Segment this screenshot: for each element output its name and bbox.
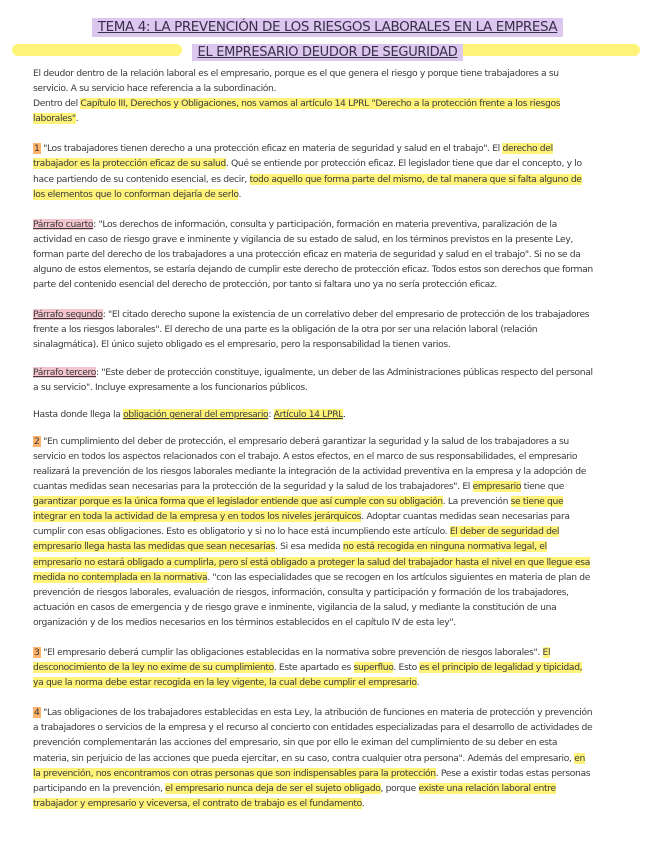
s8-text-a: "Las obligaciones de los trabajadores establecidas en esta Ley, la atribución de funciones en materia de protección y prevención a trabajadores o servicios de la empresa y el recurso al concierto con entidades especializadas para el desarrollo de actividades de prevención complementarán las acciones del empresario, sin que por ello le eximan del cumplimiento de su deber en esta materia, sin perjuicio de las acciones que pueda ejercitar, en su caso, contra cualquier otra persona". Además del empresario,	[33, 707, 593, 764]
s4-text: : "Este deber de protección constituye, igualmente, un deber de las Administraciones públicas respecto del personal a su servicio". Incluye expresamente a los funcionarios públicos.	[33, 366, 593, 393]
s6-text-e: . La prevención	[442, 496, 511, 508]
s6-highlight-j: no está recogida en ninguna normativa legal, el empresario no estará obligado a cumplirla, pero sí está obligado a proteger la salud del trabajador hasta el nivel en que llegue esa medida no contemplada en la normativa	[33, 541, 591, 583]
section-number-2: 2	[34, 435, 40, 447]
s6-highlight-d: garantizar porque es la única forma que el legislador entiende que así cumple con su obligación	[33, 496, 443, 508]
highlight-bar-left	[12, 44, 182, 56]
page-subtitle: EL EMPRESARIO DEUDOR DE SEGURIDAD	[192, 44, 464, 61]
s5-highlight-d: Artículo 14 LPRL	[273, 408, 344, 420]
section-number-4: 4	[34, 707, 40, 719]
s7-text-a: "El empresario deberá cumplir las obligaciones establecidas en la normativa sobre prevención de riesgos laborales".	[40, 647, 543, 658]
s2-text: : "Los derechos de información, consulta y participación, formación en materia preventiva, paralización de la actividad en caso de riesgo grave e inminente y vigilancia de su estado de salud, en los términos previstos en la presente Ley, forman parte del derecho de los trabajadores a una protección eficaz en materia de seguridad y salud en el trabajo". Si no se da alguno de estos elementos, se estaría dejando de cumplir este derecho de protección eficaz. Todos estos son derechos que forman parte del contenido esencial del derecho de protección, por tanto si faltara uno ya no sería protección eficaz.	[33, 218, 593, 291]
paragraph-cuarto	[33, 217, 593, 292]
s3-text: : "El citado derecho supone la existencia de un correlativo deber del empresario de protección de los trabajadores frente a los riesgos laborales". El derecho de una parte es la obligación de la otra por ser una relación laboral (relación sinalagmática). El único sujeto obligado es el empresario, pero la responsabilidad la tienen varios.	[33, 309, 590, 351]
intro-highlight: Capítulo III, Derechos y Obligaciones, nos vamos al artículo 14 LPRL "Derecho a la protección frente a los riesgos laborales"	[33, 98, 561, 125]
paragraph-tercero	[33, 365, 593, 395]
label-parrafo-cuarto: Párrafo cuarto	[33, 218, 94, 230]
section-number-1: 1	[34, 143, 40, 155]
s1-text-a: "Los trabajadores tienen derecho a una protección eficaz en materia de seguridad y salud en el trabajo". El	[40, 143, 503, 155]
s6-text-k: . "con las especialidades que se recogen en los artículos siguientes en materia de plan de prevención de riesgos laborales, evaluación de riesgos, información, consulta y participación y formación de los trabajadores, actuación en casos de emergencia y de riesgo grave e inminente, vigilancia de la salud, y mediante la constitución de una organización y de los medios necesarios en los términos establecidos en el capítulo IV de esta ley".	[33, 571, 591, 628]
s8-text-e: , porque	[380, 782, 419, 794]
s7-highlight-d: superfluo	[353, 662, 394, 674]
intro-text: El deudor dentro de la relación laboral es el empresario, porque es el que genera el riesgo y porque tiene trabajadores a su servicio. A su servicio hace referencia a la subordinación.	[33, 68, 559, 95]
highlight-bar-right	[440, 44, 640, 56]
s8-text-g: .	[361, 797, 365, 809]
label-parrafo-segundo: Párrafo segundo	[33, 309, 103, 321]
label-parrafo-tercero: Párrafo tercero	[33, 366, 97, 378]
section-2-paragraph	[33, 434, 593, 630]
s8-text-c: . Pese a existir todas estas personas participando en la prevención,	[33, 767, 591, 794]
s1-highlight-d: todo aquello que forma parte del mismo, de tal manera que si falta alguno de los elementos que lo conforman dejaría de serlo	[33, 173, 582, 200]
section-number-3: 3	[34, 647, 40, 658]
s6-highlight-b: empresario	[472, 481, 522, 493]
subtitle-row	[0, 41, 655, 59]
paragraph-segundo	[33, 307, 593, 352]
s1-text-e: .	[238, 188, 242, 200]
s5-highlight-b: obligación general del empresario	[123, 408, 269, 420]
section-3-paragraph	[33, 645, 593, 690]
s1-text-c: . Qué se entiende por protección eficaz. El legislador tiene que dar el concepto, y lo hace partiendo de su contenido esencial, es decir,	[33, 158, 582, 185]
s7-text-g: .	[416, 677, 420, 689]
s6-text-g: . Adoptar cuantas medidas sean necesarias para cumplir con esas obligaciones. Esto es obligatorio y si no lo hace está incumpliendo este artículo.	[33, 511, 570, 538]
s6-text-c: tiene que	[521, 481, 565, 493]
title-block	[0, 16, 655, 59]
s7-highlight-f: es el principio de legalidad y tipicidad, ya que la norma debe estar recogida en la ley vigente, la cual debe cumplir el empresario	[33, 662, 583, 689]
s8-highlight-f: existe una relación laboral entre trabajador y empresario y viceversa, el contrato de trabajo es el fundamento	[33, 782, 556, 809]
s7-text-e: . Esto	[393, 662, 420, 674]
s5-text-c: :	[268, 408, 274, 420]
intro-paragraph-2	[33, 96, 593, 126]
s6-highlight-f: se tiene que integrar en toda la actividad de la empresa y en todos los niveles jerárquicos	[33, 496, 564, 523]
intro-text-2a: Dentro del	[33, 98, 81, 110]
s8-highlight-b: en la prevención, nos encontramos con otras personas que son indispensables para la protección	[33, 752, 585, 779]
section-4-paragraph	[33, 705, 593, 811]
s7-text-c: . Este apartado es	[273, 662, 354, 674]
s5-text-a: Hasta donde llega la	[33, 408, 124, 420]
s6-highlight-h: El deber de seguridad del empresario llega hasta las medidas que sean necesarias	[33, 526, 560, 553]
s7-highlight-b: El desconocimiento de la ley no exime de su cumplimiento	[33, 647, 551, 674]
s8-highlight-d: el empresario nunca deja de ser el sujeto obligado	[165, 782, 381, 794]
s5-text-e: .	[343, 408, 346, 420]
page-title: TEMA 4: LA PREVENCIÓN DE LOS RIESGOS LABORALES EN LA EMPRESA	[92, 18, 563, 37]
s6-text-i: . Si esa medida	[275, 541, 343, 553]
intro-paragraph	[33, 66, 593, 96]
intro-text-2c: .	[75, 113, 79, 125]
s6-text-a: "En cumplimiento del deber de protección, el empresario deberá garantizar la seguridad y la salud de los trabajadores a su servicio en todos los aspectos relacionados con el trabajo. A estos efectos, en el marco de sus responsabilidades, el empresario realizará la prevención de los riesgos laborales mediante la integración de la actividad preventiva en la empresa y la adopción de cuantas medidas sean necesarias para la protección de la seguridad y la salud de los trabajadores". El	[33, 435, 587, 493]
document-body	[33, 66, 593, 811]
section-1-paragraph	[33, 141, 593, 201]
s1-highlight-b: derecho del trabajador es la protección eficaz de su salud	[33, 143, 553, 170]
obligation-heading	[33, 407, 593, 422]
